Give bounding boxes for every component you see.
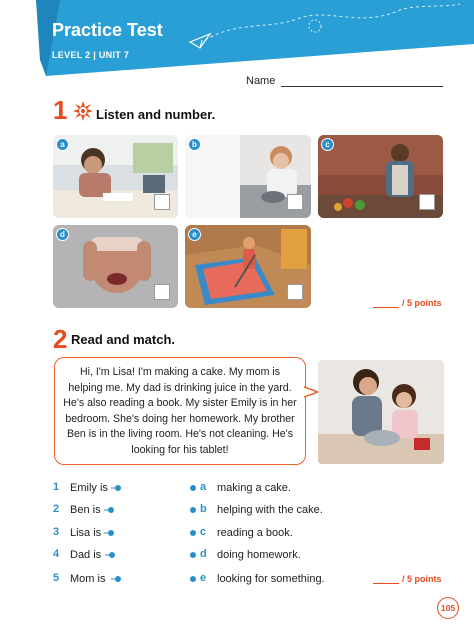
match-number: 1 xyxy=(53,481,60,493)
match-dot-right[interactable] xyxy=(190,530,196,536)
section-2-title: Read and match. xyxy=(71,332,176,347)
answer-box[interactable] xyxy=(154,194,170,210)
page-title: Practice Test xyxy=(52,20,163,40)
match-dot-left[interactable] xyxy=(104,530,114,536)
match-right-item: helping with the cake. xyxy=(217,504,323,516)
match-number: 3 xyxy=(53,526,60,538)
answer-box[interactable] xyxy=(287,194,303,210)
match-right-item: looking for something. xyxy=(217,573,325,585)
match-dot-right[interactable] xyxy=(190,507,196,513)
section-1-title: Listen and number. xyxy=(96,107,216,122)
reading-passage: Hi, I'm Lisa! I'm making a cake. My mom is helping me. My dad is drinking juice in the yard. He's also reading a book. My sister Emily is in her bedroom. She's doing her homework. My brother Ben is in the living room. He's not cleaning. He's looking for his tablet! xyxy=(54,357,306,465)
match-number: 2 xyxy=(53,503,60,515)
match-letter: c xyxy=(200,526,207,538)
match-number: 5 xyxy=(53,572,60,584)
match-letter: b xyxy=(200,503,207,515)
photo-mom-daughter-baking xyxy=(318,360,444,464)
photo-c xyxy=(318,135,443,218)
match-dot-right[interactable] xyxy=(190,552,196,558)
page-number: 105 xyxy=(437,597,459,619)
match-dot-right[interactable] xyxy=(190,485,196,491)
photo-b xyxy=(185,135,311,218)
section-2-number: 2 xyxy=(53,324,68,354)
match-letter: e xyxy=(200,572,207,584)
points-label: / 5 points xyxy=(402,574,442,584)
score-blank[interactable] xyxy=(373,575,399,584)
answer-box[interactable] xyxy=(419,194,435,210)
match-left-item: Mom is xyxy=(70,573,106,585)
audio-burst-icon xyxy=(73,101,93,121)
photo-letter: d xyxy=(56,228,69,241)
match-left-item: Lisa is xyxy=(70,527,102,539)
section-1-number: 1 xyxy=(53,95,68,125)
match-number: 4 xyxy=(53,548,60,560)
level-unit-label: LEVEL 2 | UNIT 7 xyxy=(52,50,130,60)
match-left-item: Ben is xyxy=(70,504,101,516)
score-blank[interactable] xyxy=(373,299,399,308)
answer-box[interactable] xyxy=(154,284,170,300)
match-right-item: doing homework. xyxy=(217,549,301,561)
photo-a xyxy=(53,135,178,218)
section-2-score xyxy=(373,574,442,584)
match-letter: d xyxy=(200,548,207,560)
match-right-item: reading a book. xyxy=(217,527,293,539)
match-right-item: making a cake. xyxy=(217,482,291,494)
name-blank[interactable] xyxy=(281,75,443,87)
match-left-item: Dad is xyxy=(70,549,102,561)
match-dot-right[interactable] xyxy=(190,576,196,582)
photo-letter: c xyxy=(321,138,334,151)
photo-letter: e xyxy=(188,228,201,241)
section-1-score xyxy=(373,298,442,308)
match-dot-left[interactable] xyxy=(111,485,121,491)
photo-baking xyxy=(318,360,444,464)
match-dot-left[interactable] xyxy=(105,552,115,558)
header-banner xyxy=(0,0,474,80)
answer-box[interactable] xyxy=(287,284,303,300)
match-dot-left[interactable] xyxy=(111,576,121,582)
match-letter: a xyxy=(200,481,207,493)
name-field-row xyxy=(246,75,443,87)
photo-d xyxy=(53,225,178,308)
photo-letter: b xyxy=(188,138,201,151)
name-label: Name xyxy=(246,75,276,87)
points-label: / 5 points xyxy=(402,298,442,308)
match-dot-left[interactable] xyxy=(104,507,114,513)
photo-e xyxy=(185,225,311,308)
photo-letter: a xyxy=(56,138,69,151)
match-left-item: Emily is xyxy=(70,482,108,494)
